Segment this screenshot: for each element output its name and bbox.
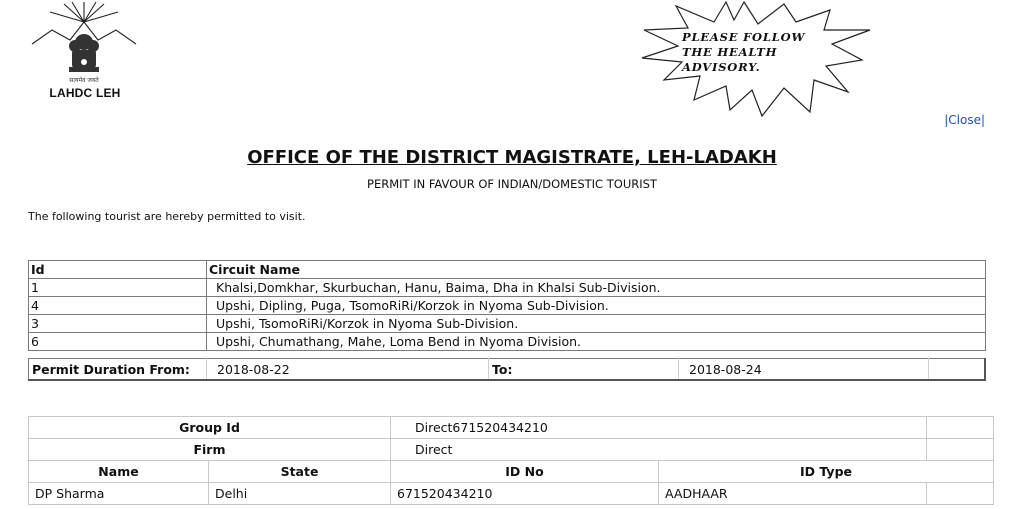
- group-id-row: [29, 417, 994, 439]
- advisory-line-3: ADVISORY.: [682, 60, 761, 74]
- column-header-id: Id: [29, 261, 207, 279]
- duration-from-value: 2018-08-22: [207, 359, 489, 381]
- page-title: OFFICE OF THE DISTRICT MAGISTRATE, LEH-LADAKH: [247, 147, 777, 168]
- advisory-line-2: THE HEALTH: [682, 45, 778, 59]
- table-row: [29, 279, 986, 297]
- permit-duration-table: [28, 358, 986, 381]
- firm-value: Direct: [391, 439, 927, 461]
- health-advisory-text: [682, 30, 842, 75]
- circuit-name: Khalsi,Domkhar, Skurbuchan, Hanu, Baima, Dha in Khalsi Sub-Division.: [207, 279, 986, 297]
- permit-duration-row: [29, 359, 986, 381]
- duration-from-label: Permit Duration From:: [29, 359, 207, 381]
- member-id-type: AADHAAR: [659, 483, 927, 505]
- circuit-id: 1: [29, 279, 207, 297]
- group-id-value: Direct671520434210: [391, 417, 927, 439]
- circuit-name: Upshi, Dipling, Puga, TsomoRiRi/Korzok in Nyoma Sub-Division.: [207, 297, 986, 315]
- table-row: [29, 333, 986, 351]
- circuits-table: [28, 260, 986, 351]
- group-spacer: [927, 417, 994, 439]
- close-link[interactable]: |Close|: [944, 113, 985, 127]
- duration-to-value: 2018-08-24: [679, 359, 929, 381]
- circuit-id: 6: [29, 333, 207, 351]
- firm-row: [29, 439, 994, 461]
- logo-label: LAHDC LEH: [49, 86, 121, 100]
- column-header-state: State: [209, 461, 391, 483]
- group-id-label: Group Id: [29, 417, 391, 439]
- table-row: [29, 297, 986, 315]
- member-id-no: 671520434210: [391, 483, 659, 505]
- advisory-line-1: PLEASE FOLLOW: [682, 30, 806, 44]
- members-header-row: [29, 461, 994, 483]
- circuits-header-row: [29, 261, 986, 279]
- column-header-id-type: ID Type: [659, 461, 994, 483]
- duration-spacer: [929, 359, 986, 381]
- member-name: DP Sharma: [29, 483, 209, 505]
- table-row: [29, 315, 986, 333]
- close-link-wrapper: [944, 113, 985, 127]
- column-header-id-no: ID No: [391, 461, 659, 483]
- firm-label: Firm: [29, 439, 391, 461]
- table-row: [29, 483, 994, 505]
- circuit-id: 4: [29, 297, 207, 315]
- member-spacer: [927, 483, 994, 505]
- circuit-name: Upshi, Chumathang, Mahe, Loma Bend in Nyoma Division.: [207, 333, 986, 351]
- emblem-motto: सत्यमेव जयते: [69, 77, 99, 84]
- page-subtitle: PERMIT IN FAVOUR OF INDIAN/DOMESTIC TOURIST: [367, 177, 657, 191]
- circuit-name: Upshi, TsomoRiRi/Korzok in Nyoma Sub-Division.: [207, 315, 986, 333]
- column-header-circuit-name: Circuit Name: [207, 261, 986, 279]
- group-details-table: [28, 416, 994, 505]
- duration-to-label: To:: [489, 359, 679, 381]
- circuit-id: 3: [29, 315, 207, 333]
- member-state: Delhi: [209, 483, 391, 505]
- column-header-name: Name: [29, 461, 209, 483]
- group-spacer: [927, 439, 994, 461]
- intro-text: The following tourist are hereby permitted to visit.: [28, 210, 306, 223]
